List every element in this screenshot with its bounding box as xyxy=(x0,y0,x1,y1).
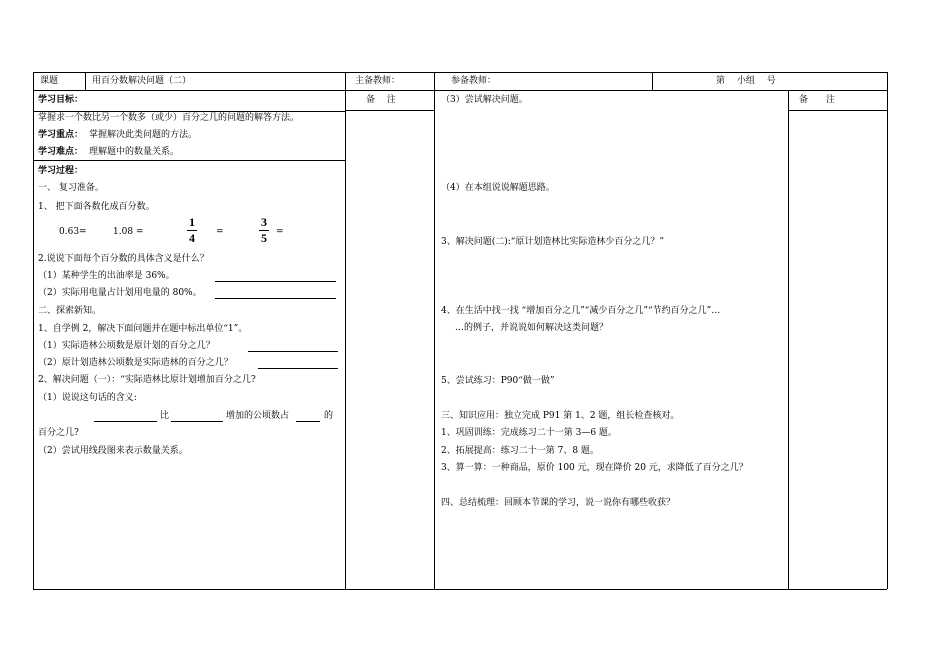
right-section-3: 三、知识应用：独立完成 P91 第 1、2 题，组长检查核对。 xyxy=(441,411,680,421)
right-section-3-item-1: 1、巩固训练：完成练习二十一第 3—6 题。 xyxy=(441,428,617,438)
process-label: 学习过程： xyxy=(38,166,84,176)
goal-text: 掌握求一个数比另一个数多（或少）百分之几的问题的解答方法。 xyxy=(38,113,300,123)
right-section-4: 四、总结梳理：回顾本节课的学习，说一说你有哪些收获？ xyxy=(441,498,676,508)
fill-blank-1 xyxy=(94,421,157,422)
section-2-item-1: 1、自学例 2，解决下面问题并在题中标出单位“1”。 xyxy=(38,324,248,334)
section-2-item-2: 2、解决问题（一）：“实际造林比原计划增加百分之几? xyxy=(38,375,256,385)
right-life-examples-a: 4、在生活中找一找 “增加百分之几”“减少百分之几”“节约百分之几”… xyxy=(441,306,721,316)
right-section-3-item-2: 2、拓展提高：练习二十一第 7、8 题。 xyxy=(441,446,599,456)
fraction-one-quarter xyxy=(186,216,198,245)
co-teacher-label: 参备教师： xyxy=(451,76,497,86)
section-1-heading: 一、 复习准备。 xyxy=(38,183,104,193)
key-label: 学习重点： xyxy=(38,130,84,140)
header-col-divider-1 xyxy=(85,72,86,90)
answer-line-1a xyxy=(248,351,338,352)
col-divider-notes xyxy=(434,72,435,589)
fraction-three-fifths xyxy=(258,216,270,245)
fraction-numerator: 3 xyxy=(261,215,267,229)
table-bottom-border xyxy=(33,589,887,590)
section-2-heading: 二、探索新知。 xyxy=(38,306,102,316)
table-top-border xyxy=(33,72,887,73)
fill-word-de: 的 xyxy=(324,411,334,421)
notes-header-border xyxy=(345,110,434,111)
fraction-denominator: 4 xyxy=(189,231,195,245)
goal-label: 学习目标： xyxy=(38,95,84,105)
notes-header-left: 备 注 xyxy=(366,95,396,105)
fraction-one-quarter-equals: = xyxy=(216,227,224,237)
topic-value: 用百分数解决问题（二） xyxy=(92,76,192,86)
section-2-item-2b: （2）尝试用线段图来表示数量关系。 xyxy=(38,446,188,456)
right-life-examples-b: …的例子，并说说如何解决这类问题？ xyxy=(455,323,609,333)
lead-teacher-label: 主备教师： xyxy=(355,76,401,86)
section-2-item-1a: （1）实际造林公顷数是原计划的百分之几？ xyxy=(38,341,215,351)
fill-word-bi: 比 xyxy=(160,411,170,421)
header-col-divider-4 xyxy=(652,72,653,90)
left-box-row1-border xyxy=(33,111,345,112)
convert-item-decimal-2: 1.08 = xyxy=(113,227,144,237)
difficulty-text: 理解题中的数量关系。 xyxy=(89,147,180,157)
topic-label: 课题 xyxy=(40,76,59,86)
section-1-item-2: 2.说说下面每个百分数的具体含义是什么？ xyxy=(38,254,209,264)
fraction-numerator: 1 xyxy=(189,215,195,229)
table-left-border xyxy=(33,72,34,589)
answer-line-1b xyxy=(258,368,338,369)
fraction-three-fifths-equals: = xyxy=(276,227,284,237)
left-box-divider-border xyxy=(33,160,345,161)
right-problem-2: 3、解决问题(二):“原计划造林比实际造林少百分之几？” xyxy=(441,237,664,247)
fraction-denominator: 5 xyxy=(261,231,267,245)
fill-end: 百分之几? xyxy=(38,428,79,438)
difficulty-label: 学习难点： xyxy=(38,147,84,157)
notes-header-border-right xyxy=(788,110,887,111)
section-2-item-1b: （2）原计划造林公顷数是实际造林的百分之几？ xyxy=(38,358,233,368)
fill-word-zeng: 增加的公顷数占 xyxy=(226,411,290,421)
fill-blank-2 xyxy=(171,421,223,422)
table-right-border xyxy=(887,72,888,589)
fill-blank-3 xyxy=(296,421,320,422)
right-item-4: （4）在本组说说解题思路。 xyxy=(441,183,555,193)
section-1-item-2b: （2）实际用电量占计划用电量的 80%。 xyxy=(38,288,202,298)
answer-line-2b xyxy=(215,298,336,299)
section-1-item-1: 1、 把下面各数化成百分数。 xyxy=(38,202,155,212)
right-section-3-item-3: 3、算一算：一种商品，原价 100 元，现在降价 20 元，求降低了百分之几？ xyxy=(441,463,748,473)
section-1-item-2a: （1）某种学生的出油率是 36%。 xyxy=(38,271,175,281)
convert-item-decimal-1: 0.63= xyxy=(59,227,87,237)
header-bottom-border xyxy=(33,90,887,91)
col-divider-notes-right xyxy=(788,90,789,589)
right-practice: 5、尝试练习：P90“做一做” xyxy=(441,376,555,386)
col-divider-main-left xyxy=(345,72,346,589)
section-2-item-2a: （1）说说这句话的含义: xyxy=(38,393,137,403)
group-number-label: 第 小组 号 xyxy=(716,76,776,86)
right-item-3: （3）尝试解决问题。 xyxy=(441,95,528,105)
notes-header-right: 备 注 xyxy=(799,95,836,105)
answer-line-2a xyxy=(215,281,336,282)
key-text: 掌握解决此类问题的方法。 xyxy=(89,130,198,140)
